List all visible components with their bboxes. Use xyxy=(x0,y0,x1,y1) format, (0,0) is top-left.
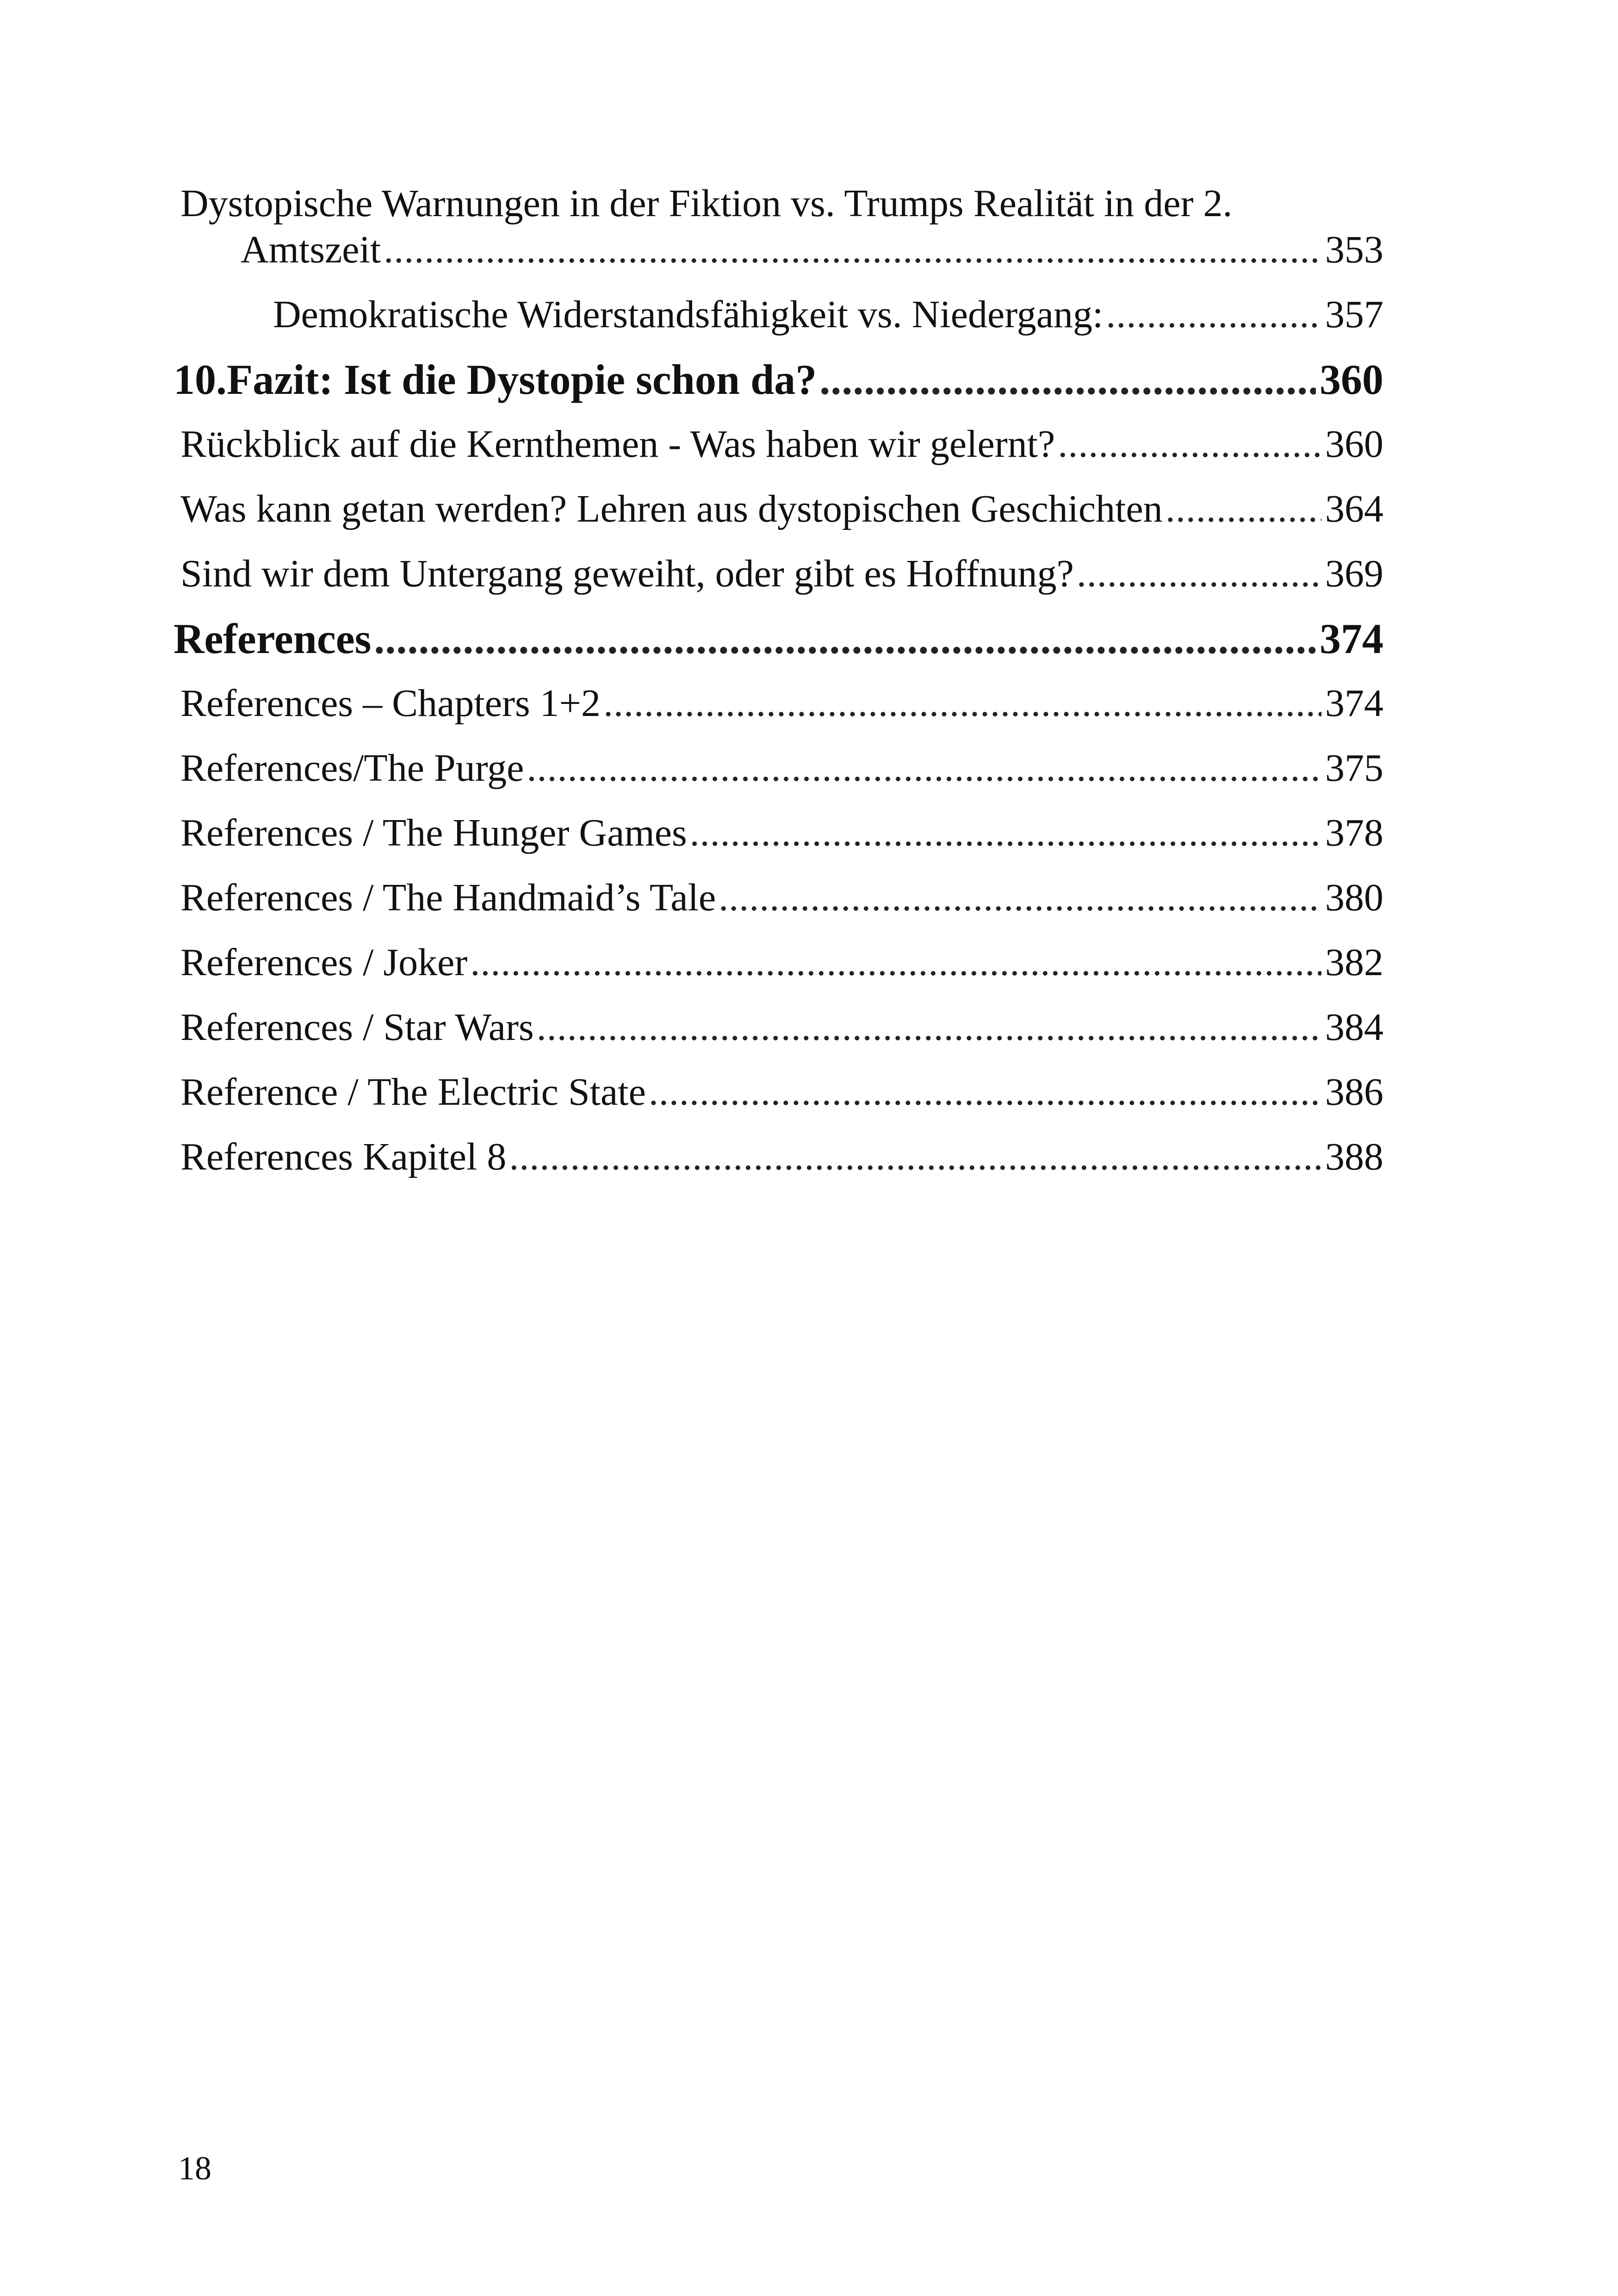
toc-entry[interactable] xyxy=(273,292,1383,338)
leader-dots xyxy=(819,356,1316,403)
toc-entry-title: References / The Hunger Games xyxy=(180,811,687,854)
toc-entry-title: Reference / The Electric State xyxy=(180,1070,646,1114)
toc-page-number: 369 xyxy=(1325,552,1383,595)
toc-entry[interactable] xyxy=(180,875,1383,921)
toc-entry-title: Was kann getan werden? Lehren aus dystopischen Geschichten xyxy=(180,487,1163,530)
leader-dots xyxy=(527,745,1321,791)
toc-entry-title: References – Chapters 1+2 xyxy=(180,682,601,725)
toc-page-number: 380 xyxy=(1325,876,1383,919)
toc-chapter-entry[interactable] xyxy=(174,616,1383,662)
toc-page-number: 382 xyxy=(1325,941,1383,984)
toc-page-number: 386 xyxy=(1325,1070,1383,1114)
toc-page-number: 384 xyxy=(1325,1006,1383,1049)
toc-page-number: 357 xyxy=(1325,293,1383,336)
toc-page-number: 364 xyxy=(1325,487,1383,530)
leader-dots xyxy=(384,227,1321,273)
toc-entry-title: References/The Purge xyxy=(180,747,524,790)
toc-entry-title: Sind wir dem Untergang geweiht, oder gibt es Hoffnung? xyxy=(180,552,1074,595)
toc-entry-title: References xyxy=(174,615,372,662)
toc-page-number: 388 xyxy=(1325,1135,1383,1178)
leader-dots xyxy=(374,616,1316,662)
leader-dots xyxy=(470,940,1321,986)
toc-page-number: 360 xyxy=(1325,423,1383,466)
leader-dots xyxy=(537,1004,1321,1051)
toc-entry[interactable] xyxy=(180,810,1383,856)
toc-entry[interactable] xyxy=(180,680,1383,727)
toc-page-number: 374 xyxy=(1325,682,1383,725)
leader-dots xyxy=(690,810,1321,856)
toc-entry-title: References Kapitel 8 xyxy=(180,1135,507,1178)
toc-page-number: 374 xyxy=(1320,615,1383,662)
toc-entry[interactable] xyxy=(180,1004,1383,1051)
toc-entry[interactable] xyxy=(180,551,1383,597)
leader-dots xyxy=(509,1134,1321,1180)
toc-chapter-entry[interactable] xyxy=(174,356,1383,403)
toc-entry-title: References / The Handmaid’s Tale xyxy=(180,876,716,919)
leader-dots xyxy=(603,680,1321,727)
toc-entry[interactable] xyxy=(180,940,1383,986)
toc-entry[interactable] xyxy=(180,486,1383,532)
toc-entry-title: References / Star Wars xyxy=(180,1006,534,1049)
toc-page-number: 378 xyxy=(1325,811,1383,854)
toc-entry[interactable] xyxy=(180,745,1383,791)
leader-dots xyxy=(1165,486,1321,532)
toc-entry[interactable] xyxy=(180,1069,1383,1115)
leader-dots xyxy=(1077,551,1321,597)
leader-dots xyxy=(1106,292,1321,338)
toc-entry[interactable] xyxy=(180,1134,1383,1180)
toc-entry[interactable] xyxy=(180,421,1383,467)
toc-page-number: 353 xyxy=(1325,228,1383,271)
toc-entry-title: Rückblick auf die Kernthemen - Was haben wir gelernt? xyxy=(180,423,1055,466)
toc-page-number: 360 xyxy=(1320,356,1383,403)
toc-entry-title: Amtszeit xyxy=(241,228,381,271)
toc-entry-title: References / Joker xyxy=(180,941,468,984)
toc-entry-title: Demokratische Widerstandsfähigkeit vs. Niedergang: xyxy=(273,293,1103,336)
toc-page-number: 375 xyxy=(1325,747,1383,790)
leader-dots xyxy=(649,1069,1321,1115)
toc-entry-title-line1 xyxy=(180,180,1383,227)
toc-entry-title: Dystopische Warnungen in der Fiktion vs. Trumps Realität in der 2. xyxy=(180,182,1233,225)
toc-entry[interactable] xyxy=(241,227,1383,273)
page-number: 18 xyxy=(178,2150,211,2187)
toc-entry-title: 10.Fazit: Ist die Dystopie schon da? xyxy=(174,356,817,403)
leader-dots xyxy=(719,875,1321,921)
leader-dots xyxy=(1058,421,1321,467)
